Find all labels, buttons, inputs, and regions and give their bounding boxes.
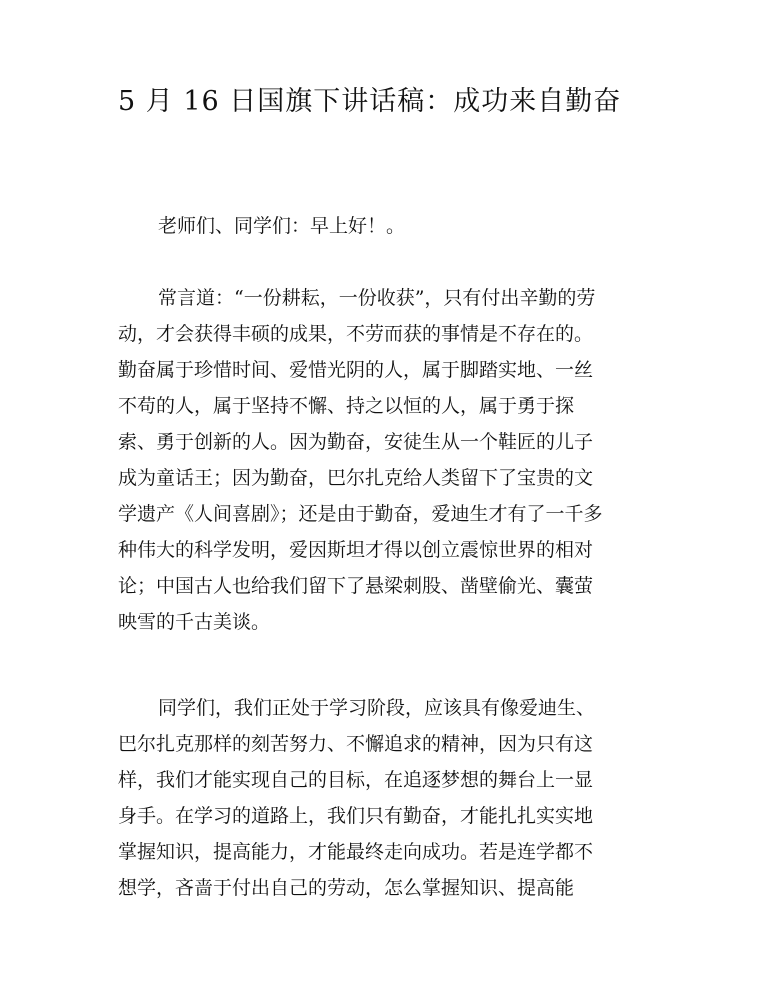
paragraph-line: 想学，吝啬于付出自己的劳动，怎么掌握知识、提高能 (118, 877, 575, 899)
paragraph-line: 掌握知识，提高能力，才能最终走向成功。若是连学都不 (118, 841, 594, 863)
paragraph-1 (118, 280, 658, 640)
paragraph-2 (118, 690, 658, 906)
paragraph-line: 不苟的人，属于坚持不懈、持之以恒的人，属于勇于探 (118, 395, 575, 417)
paragraph-line: 种伟大的科学发明，爱因斯坦才得以创立震惊世界的相对 (118, 539, 594, 561)
document-title: 5 月 16 日国旗下讲话稿：成功来自勤奋 (118, 86, 622, 117)
paragraph-line: 身手。在学习的道路上，我们只有勤奋，才能扎扎实实地 (118, 805, 594, 827)
paragraph-line: 常言道：“一份耕耘，一份收获”，只有付出辛勤的劳 (158, 287, 596, 309)
paragraph-line: 映雪的千古美谈。 (118, 611, 271, 633)
greeting-paragraph (118, 208, 658, 244)
paragraph-line: 成为童话王；因为勤奋，巴尔扎克给人类留下了宝贵的文 (118, 467, 594, 489)
paragraph-line: 动，才会获得丰硕的成果，不劳而获的事情是不存在的。 (118, 323, 594, 345)
paragraph-line: 学遗产《人间喜剧》；还是由于勤奋，爱迪生才有了一千多 (118, 503, 603, 525)
paragraph-line: 索、勇于创新的人。因为勤奋，安徒生从一个鞋匠的儿子 (118, 431, 594, 453)
paragraph-line: 巴尔扎克那样的刻苦努力、不懈追求的精神，因为只有这 (118, 733, 594, 755)
paragraph-line: 老师们、同学们：早上好！。 (158, 215, 406, 237)
paragraph-line: 同学们，我们正处于学习阶段，应该具有像爱迪生、 (158, 697, 596, 719)
paragraph-line: 论；中国古人也给我们留下了悬梁刺股、凿壁偷光、囊萤 (118, 575, 594, 597)
paragraph-line: 勤奋属于珍惜时间、爱惜光阴的人，属于脚踏实地、一丝 (118, 359, 594, 381)
paragraph-line: 样，我们才能实现自己的目标，在追逐梦想的舞台上一显 (118, 769, 594, 791)
